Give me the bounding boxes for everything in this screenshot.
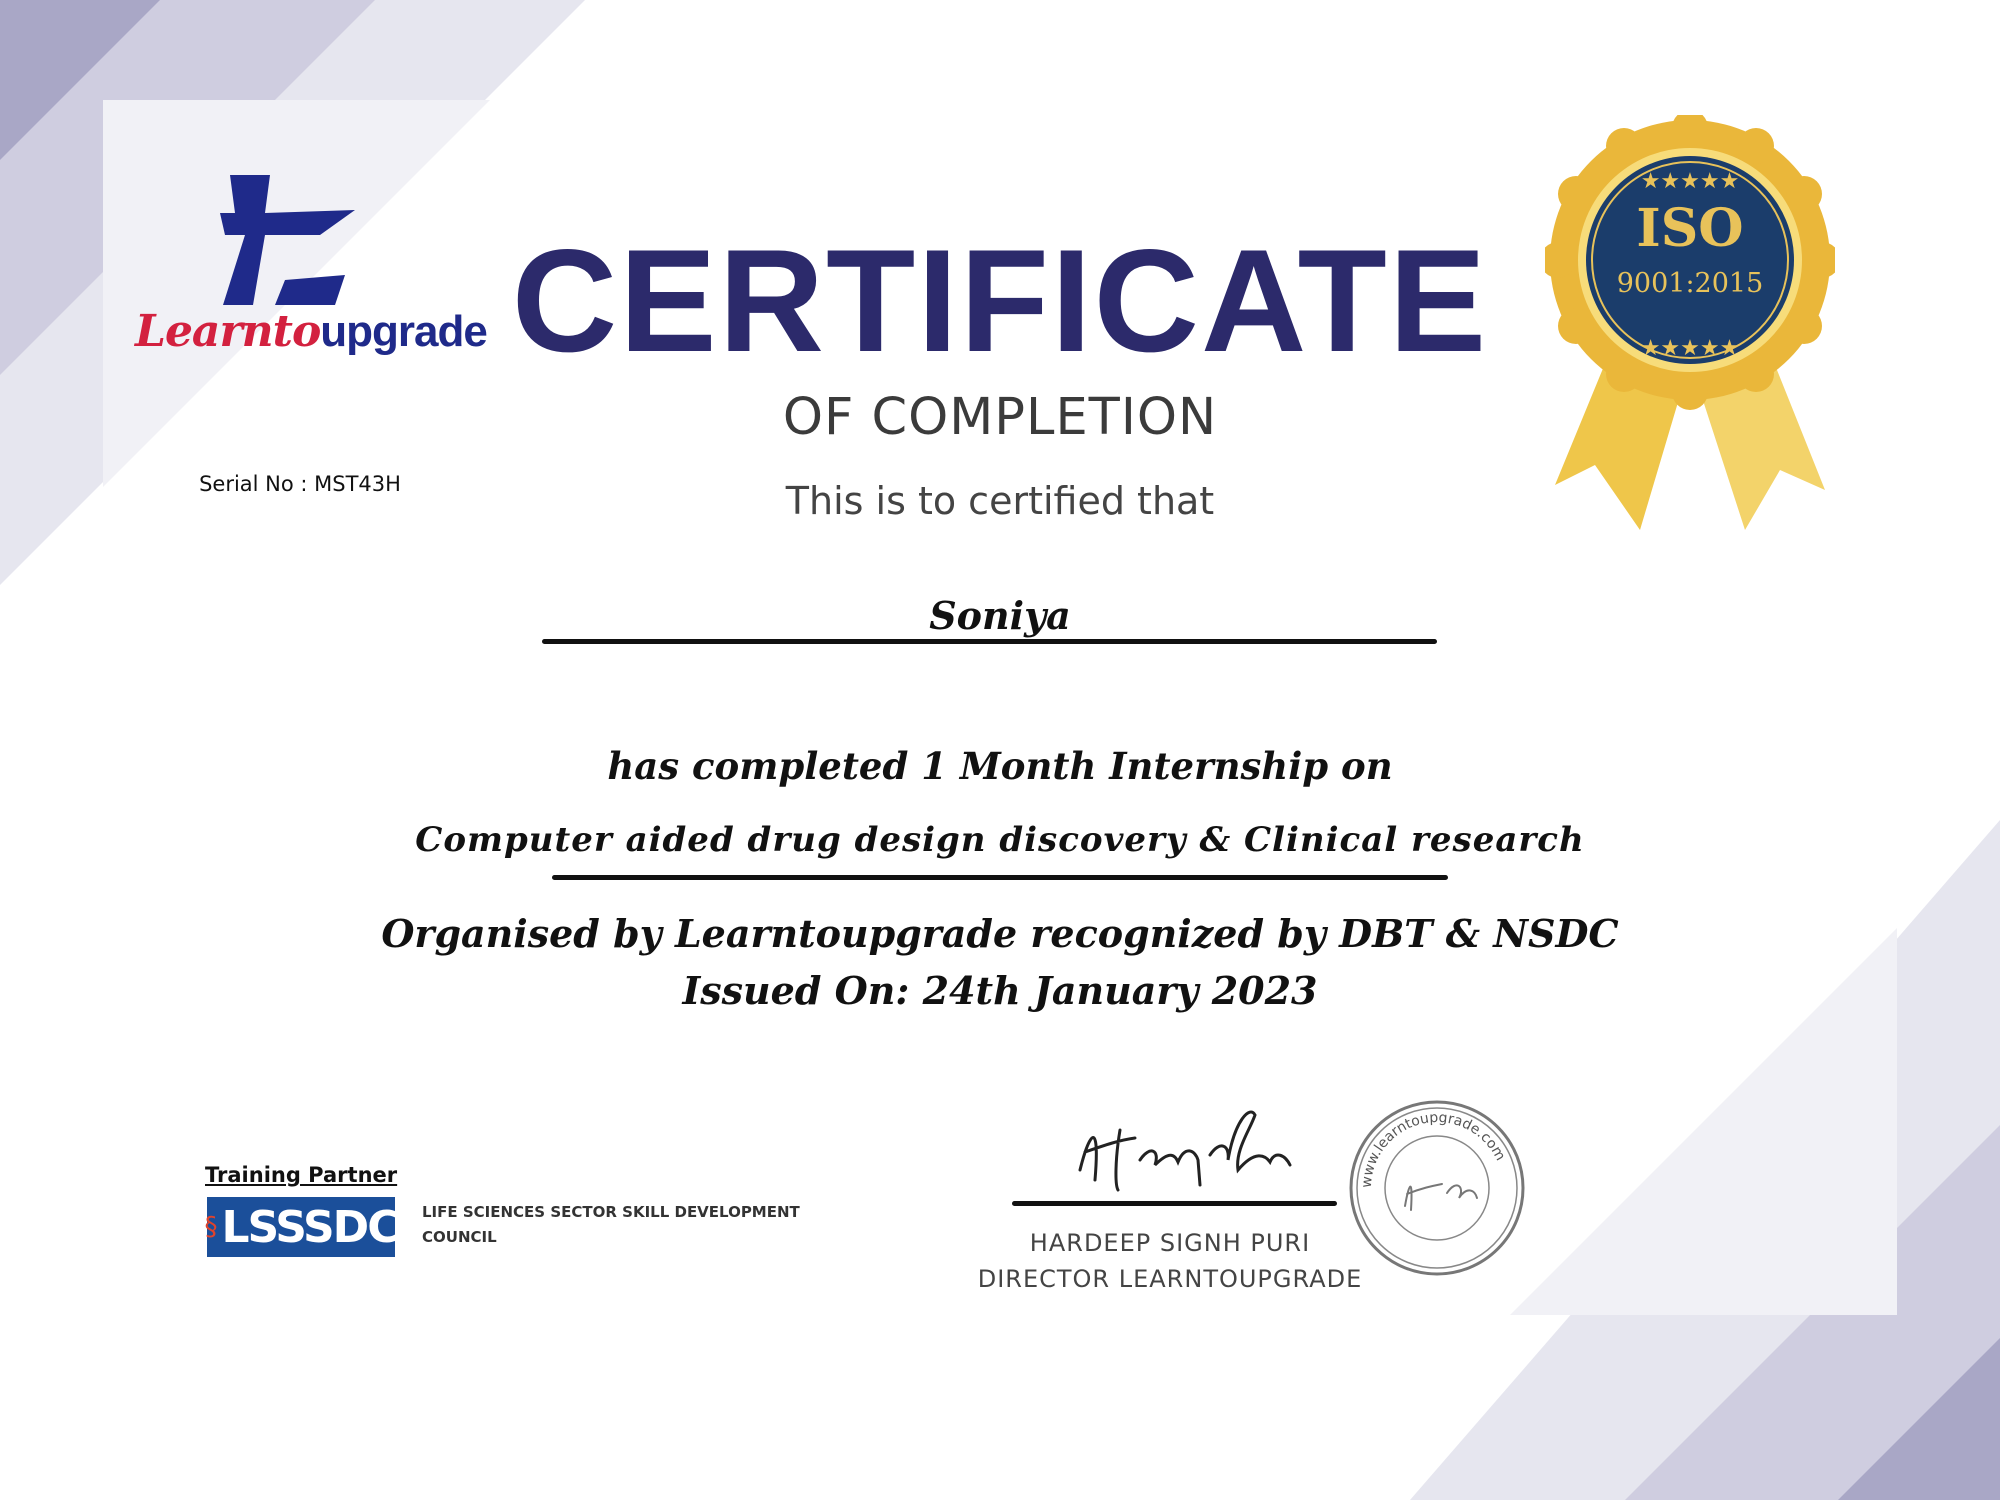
completion-text: has completed 1 Month Internship on bbox=[607, 744, 1393, 788]
name-underline bbox=[542, 639, 1437, 644]
iso-label: ISO bbox=[1636, 198, 1744, 259]
iso-standard: 9001:2015 bbox=[1616, 268, 1764, 299]
iso-badge-icon bbox=[1545, 115, 1835, 535]
signatory-title: DIRECTOR LEARNTOUPGRADE bbox=[977, 1265, 1363, 1293]
svg-text:★★★★★: ★★★★★ bbox=[1640, 336, 1740, 361]
lsssdc-logo bbox=[204, 1197, 398, 1257]
signature-line bbox=[1012, 1201, 1337, 1206]
signatory-block bbox=[930, 1225, 1410, 1297]
certificate-title: CERTIFICATE bbox=[511, 219, 1489, 382]
stamp-text: www.learntoupgrade.com bbox=[1358, 1109, 1509, 1189]
course-name: Computer aided drug design discovery & Clinical research bbox=[415, 820, 1585, 860]
council-name: LIFE SCIENCES SECTOR SKILL DEVELOPMENT COUNCIL bbox=[422, 1203, 800, 1246]
logo-text-learnto: Learnto bbox=[135, 306, 321, 357]
course-underline bbox=[552, 875, 1448, 880]
signatory-name: HARDEEP SIGNH PURI bbox=[1029, 1229, 1311, 1257]
training-partner-label: Training Partner bbox=[205, 1163, 398, 1187]
company-stamp bbox=[1347, 1098, 1527, 1278]
dna-icon: § bbox=[204, 1212, 218, 1242]
logo-text-upgrade: upgrade bbox=[320, 307, 487, 356]
serial-number: Serial No : MST43H bbox=[199, 472, 401, 496]
certificate-subtitle: OF COMPLETION bbox=[782, 388, 1218, 447]
signature-image bbox=[1060, 1090, 1310, 1205]
certify-intro: This is to certified that bbox=[785, 479, 1215, 523]
recipient-name: Soniya bbox=[929, 593, 1071, 638]
organised-text: Organised by Learntoupgrade recognized by DBT & NSDC bbox=[381, 911, 1619, 956]
svg-text:★★★★★: ★★★★★ bbox=[1640, 169, 1740, 194]
issued-date: Issued On: 24th January 2023 bbox=[682, 968, 1318, 1013]
lsssdc-logo-text: LSSSDC bbox=[221, 1201, 398, 1253]
